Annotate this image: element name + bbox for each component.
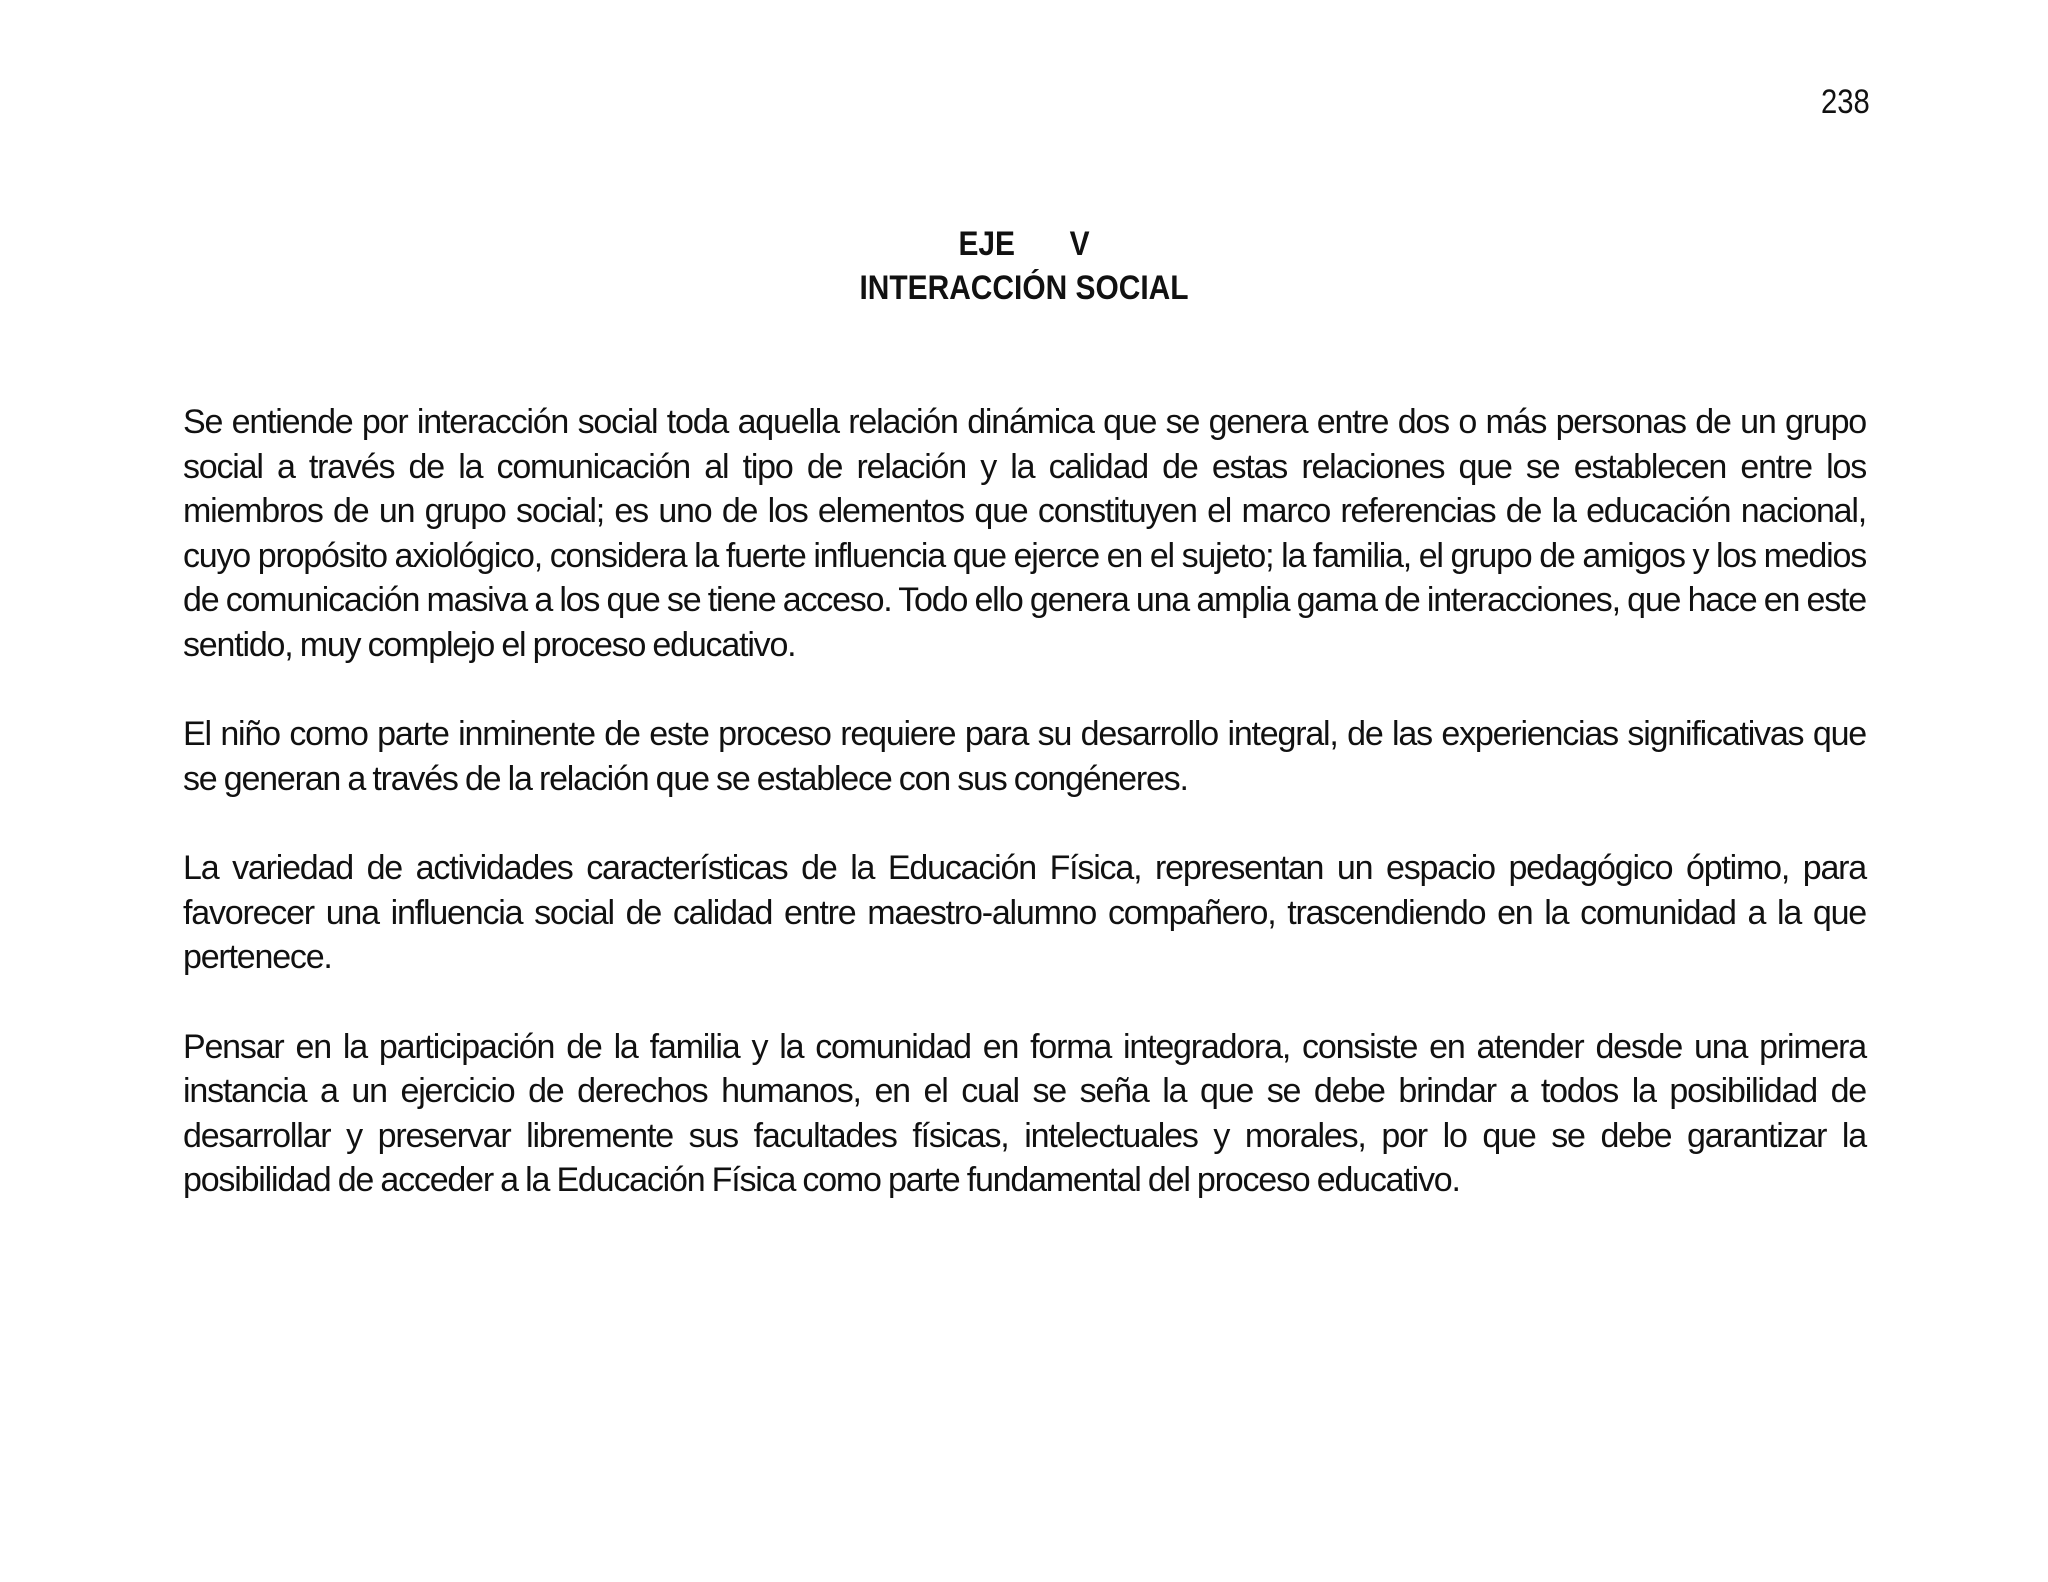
paragraph: Se entiende por interacción social toda aquella relación dinámica que se genera entre dos o más personas de un grupo social a través de la comunicación al tipo de relación y la calidad de estas relaciones que se establecen entre los miembros de un grupo social; es uno de los elementos que constituyen el marco referencias de la educación nacional, cuyo propósito axiológico, considera la fuerte influencia que ejerce en el sujeto; la familia, el grupo de amigos y los medios de comunicación masiva a los que se tiene acceso. Todo ello genera una amplia gama de interacciones, que hace en este sentido, muy complejo el proceso educativo. bbox=[183, 403, 1866, 664]
paragraph: Pensar en la participación de la familia y la comunidad en forma integradora, consiste en atender desde una primera instancia a un ejercicio de derechos humanos, en el cual se seña la que se debe brindar a todos la posibilidad de desarrollar y preservar libremente sus facultades físicas, intelectuales y morales, por lo que se debe garantizar la posibilidad de acceder a la Educación Física como parte fundamental del proceso educativo. bbox=[183, 1027, 1866, 1199]
axis-word: EJE bbox=[958, 225, 1016, 263]
axis-label bbox=[123, 222, 1925, 266]
section-heading bbox=[0, 222, 2048, 310]
axis-numeral: V bbox=[1069, 225, 1090, 263]
section-title: INTERACCIÓN SOCIAL bbox=[859, 269, 1189, 307]
paragraph: El niño como parte inminente de este proceso requiere para su desarrollo integral, de las experiencias significativas que se generan a través de la relación que se establece con sus congéneres. bbox=[183, 715, 1866, 798]
paragraph: La variedad de actividades características de la Educación Física, representan un espacio pedagógico óptimo, para favorecer una influencia social de calidad entre maestro-alumno compañero, trascendiendo en la comunidad a la que pertenece. bbox=[183, 849, 1866, 976]
body-text bbox=[183, 400, 1866, 1248]
page-number: 238 bbox=[1821, 83, 1870, 121]
